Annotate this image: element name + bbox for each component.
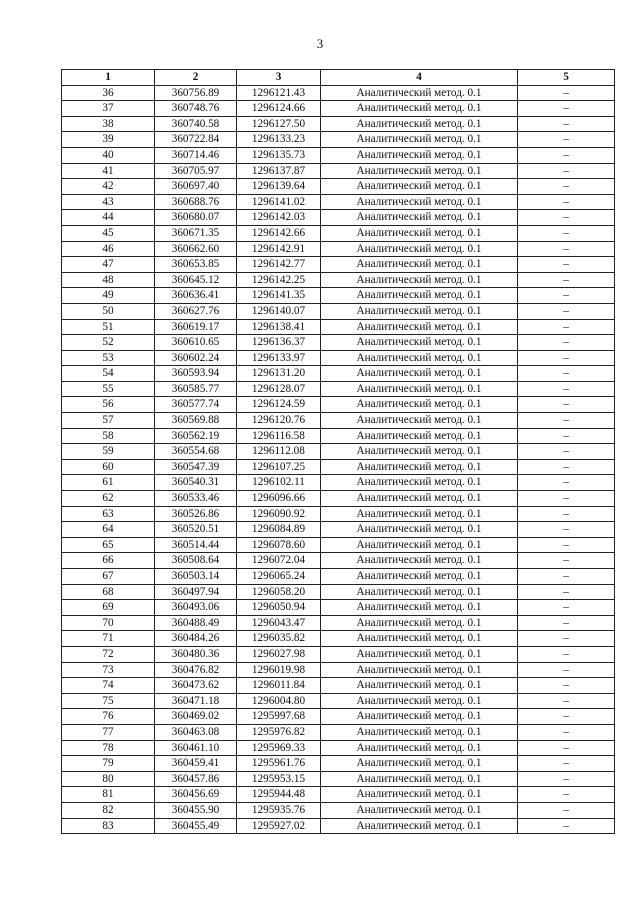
y-coordinate-cell: 1295927.02 [237,818,321,834]
note-cell: – [518,678,615,694]
note-cell: – [518,459,615,475]
point-number-cell: 75 [62,693,155,709]
coordinates-table [61,69,615,834]
column-header-2: 2 [155,70,237,86]
note-cell: – [518,350,615,366]
x-coordinate-cell: 360503.14 [155,569,237,585]
y-coordinate-cell: 1296141.35 [237,288,321,304]
method-cell: Аналитический метод. 0.1 [321,428,518,444]
method-cell: Аналитический метод. 0.1 [321,646,518,662]
y-coordinate-cell: 1295935.76 [237,802,321,818]
method-cell: Аналитический метод. 0.1 [321,163,518,179]
y-coordinate-cell: 1296133.23 [237,132,321,148]
x-coordinate-cell: 360680.07 [155,210,237,226]
method-cell: Аналитический метод. 0.1 [321,241,518,257]
point-number-cell: 66 [62,553,155,569]
x-coordinate-cell: 360554.68 [155,444,237,460]
table-row [62,413,615,429]
y-coordinate-cell: 1296124.66 [237,101,321,117]
header-row [62,70,615,86]
note-cell: – [518,787,615,803]
point-number-cell: 51 [62,319,155,335]
x-coordinate-cell: 360520.51 [155,522,237,538]
note-cell: – [518,444,615,460]
y-coordinate-cell: 1296050.94 [237,600,321,616]
point-number-cell: 79 [62,756,155,772]
table-row [62,241,615,257]
table-row [62,225,615,241]
table-row [62,740,615,756]
table-row [62,132,615,148]
table-row [62,615,615,631]
note-cell: – [518,101,615,117]
table-row [62,335,615,351]
note-cell: – [518,163,615,179]
point-number-cell: 49 [62,288,155,304]
x-coordinate-cell: 360526.86 [155,506,237,522]
point-number-cell: 61 [62,475,155,491]
x-coordinate-cell: 360476.82 [155,662,237,678]
table-row [62,662,615,678]
x-coordinate-cell: 360514.44 [155,537,237,553]
y-coordinate-cell: 1296141.02 [237,194,321,210]
table-row [62,116,615,132]
point-number-cell: 39 [62,132,155,148]
table-row [62,678,615,694]
point-number-cell: 48 [62,272,155,288]
y-coordinate-cell: 1296142.77 [237,257,321,273]
point-number-cell: 71 [62,631,155,647]
note-cell: – [518,491,615,507]
note-cell: – [518,771,615,787]
x-coordinate-cell: 360493.06 [155,600,237,616]
x-coordinate-cell: 360471.18 [155,693,237,709]
column-header-1: 1 [62,70,155,86]
y-coordinate-cell: 1296004.80 [237,693,321,709]
method-cell: Аналитический метод. 0.1 [321,272,518,288]
y-coordinate-cell: 1295961.76 [237,756,321,772]
note-cell: – [518,818,615,834]
method-cell: Аналитический метод. 0.1 [321,678,518,694]
y-coordinate-cell: 1296102.11 [237,475,321,491]
table-row [62,257,615,273]
y-coordinate-cell: 1296112.08 [237,444,321,460]
note-cell: – [518,381,615,397]
y-coordinate-cell: 1296128.07 [237,381,321,397]
column-header-5: 5 [518,70,615,86]
y-coordinate-cell: 1296135.73 [237,147,321,163]
method-cell: Аналитический метод. 0.1 [321,366,518,382]
x-coordinate-cell: 360497.94 [155,584,237,600]
method-cell: Аналитический метод. 0.1 [321,787,518,803]
y-coordinate-cell: 1296019.98 [237,662,321,678]
method-cell: Аналитический метод. 0.1 [321,350,518,366]
note-cell: – [518,709,615,725]
point-number-cell: 45 [62,225,155,241]
point-number-cell: 38 [62,116,155,132]
method-cell: Аналитический метод. 0.1 [321,132,518,148]
note-cell: – [518,615,615,631]
table-row [62,724,615,740]
table-row [62,787,615,803]
point-number-cell: 83 [62,818,155,834]
point-number-cell: 78 [62,740,155,756]
y-coordinate-cell: 1296131.20 [237,366,321,382]
note-cell: – [518,303,615,319]
table-row [62,303,615,319]
x-coordinate-cell: 360569.88 [155,413,237,429]
point-number-cell: 55 [62,381,155,397]
point-number-cell: 58 [62,428,155,444]
note-cell: – [518,522,615,538]
table-body [62,85,615,834]
method-cell: Аналитический метод. 0.1 [321,709,518,725]
x-coordinate-cell: 360627.76 [155,303,237,319]
point-number-cell: 37 [62,101,155,117]
note-cell: – [518,210,615,226]
y-coordinate-cell: 1295944.48 [237,787,321,803]
note-cell: – [518,646,615,662]
method-cell: Аналитический метод. 0.1 [321,506,518,522]
method-cell: Аналитический метод. 0.1 [321,662,518,678]
note-cell: – [518,693,615,709]
table-row [62,475,615,491]
y-coordinate-cell: 1295969.33 [237,740,321,756]
note-cell: – [518,397,615,413]
note-cell: – [518,225,615,241]
point-number-cell: 60 [62,459,155,475]
point-number-cell: 44 [62,210,155,226]
x-coordinate-cell: 360533.46 [155,491,237,507]
y-coordinate-cell: 1296035.82 [237,631,321,647]
method-cell: Аналитический метод. 0.1 [321,756,518,772]
point-number-cell: 74 [62,678,155,694]
y-coordinate-cell: 1296121.43 [237,85,321,101]
point-number-cell: 53 [62,350,155,366]
x-coordinate-cell: 360508.64 [155,553,237,569]
x-coordinate-cell: 360461.10 [155,740,237,756]
method-cell: Аналитический метод. 0.1 [321,537,518,553]
table-row [62,569,615,585]
note-cell: – [518,724,615,740]
method-cell: Аналитический метод. 0.1 [321,444,518,460]
table-row [62,350,615,366]
point-number-cell: 67 [62,569,155,585]
x-coordinate-cell: 360455.49 [155,818,237,834]
x-coordinate-cell: 360636.41 [155,288,237,304]
y-coordinate-cell: 1296133.97 [237,350,321,366]
method-cell: Аналитический метод. 0.1 [321,584,518,600]
note-cell: – [518,272,615,288]
method-cell: Аналитический метод. 0.1 [321,194,518,210]
note-cell: – [518,179,615,195]
x-coordinate-cell: 360473.62 [155,678,237,694]
y-coordinate-cell: 1296140.07 [237,303,321,319]
point-number-cell: 62 [62,491,155,507]
x-coordinate-cell: 360456.69 [155,787,237,803]
y-coordinate-cell: 1296107.25 [237,459,321,475]
method-cell: Аналитический метод. 0.1 [321,381,518,397]
method-cell: Аналитический метод. 0.1 [321,615,518,631]
note-cell: – [518,413,615,429]
table-row [62,756,615,772]
y-coordinate-cell: 1296072.04 [237,553,321,569]
method-cell: Аналитический метод. 0.1 [321,693,518,709]
point-number-cell: 47 [62,257,155,273]
note-cell: – [518,194,615,210]
note-cell: – [518,537,615,553]
y-coordinate-cell: 1295997.68 [237,709,321,725]
note-cell: – [518,569,615,585]
method-cell: Аналитический метод. 0.1 [321,475,518,491]
table-row [62,818,615,834]
x-coordinate-cell: 360748.76 [155,101,237,117]
table-row [62,101,615,117]
x-coordinate-cell: 360602.24 [155,350,237,366]
note-cell: – [518,584,615,600]
note-cell: – [518,85,615,101]
method-cell: Аналитический метод. 0.1 [321,631,518,647]
point-number-cell: 57 [62,413,155,429]
table-row [62,288,615,304]
y-coordinate-cell: 1296138.41 [237,319,321,335]
y-coordinate-cell: 1296078.60 [237,537,321,553]
note-cell: – [518,132,615,148]
table-row [62,802,615,818]
x-coordinate-cell: 360610.65 [155,335,237,351]
y-coordinate-cell: 1296127.50 [237,116,321,132]
y-coordinate-cell: 1295976.82 [237,724,321,740]
note-cell: – [518,366,615,382]
table-row [62,381,615,397]
method-cell: Аналитический метод. 0.1 [321,459,518,475]
method-cell: Аналитический метод. 0.1 [321,335,518,351]
y-coordinate-cell: 1296142.25 [237,272,321,288]
table-row [62,584,615,600]
table-row [62,709,615,725]
y-coordinate-cell: 1296027.98 [237,646,321,662]
x-coordinate-cell: 360459.41 [155,756,237,772]
method-cell: Аналитический метод. 0.1 [321,210,518,226]
note-cell: – [518,116,615,132]
method-cell: Аналитический метод. 0.1 [321,802,518,818]
table-row [62,553,615,569]
method-cell: Аналитический метод. 0.1 [321,319,518,335]
table-row [62,537,615,553]
note-cell: – [518,756,615,772]
y-coordinate-cell: 1296137.87 [237,163,321,179]
table-row [62,179,615,195]
table-row [62,600,615,616]
method-cell: Аналитический метод. 0.1 [321,553,518,569]
method-cell: Аналитический метод. 0.1 [321,303,518,319]
column-header-4: 4 [321,70,518,86]
x-coordinate-cell: 360662.60 [155,241,237,257]
point-number-cell: 72 [62,646,155,662]
point-number-cell: 40 [62,147,155,163]
point-number-cell: 77 [62,724,155,740]
table-row [62,210,615,226]
method-cell: Аналитический метод. 0.1 [321,147,518,163]
note-cell: – [518,319,615,335]
x-coordinate-cell: 360593.94 [155,366,237,382]
y-coordinate-cell: 1296142.03 [237,210,321,226]
y-coordinate-cell: 1296142.91 [237,241,321,257]
x-coordinate-cell: 360577.74 [155,397,237,413]
table-row [62,163,615,179]
note-cell: – [518,506,615,522]
table-row [62,147,615,163]
point-number-cell: 64 [62,522,155,538]
y-coordinate-cell: 1296139.64 [237,179,321,195]
method-cell: Аналитический метод. 0.1 [321,740,518,756]
method-cell: Аналитический метод. 0.1 [321,600,518,616]
x-coordinate-cell: 360653.85 [155,257,237,273]
x-coordinate-cell: 360455.90 [155,802,237,818]
y-coordinate-cell: 1295953.15 [237,771,321,787]
table-row [62,194,615,210]
table-row [62,319,615,335]
point-number-cell: 54 [62,366,155,382]
x-coordinate-cell: 360705.97 [155,163,237,179]
y-coordinate-cell: 1296084.89 [237,522,321,538]
point-number-cell: 80 [62,771,155,787]
y-coordinate-cell: 1296116.58 [237,428,321,444]
y-coordinate-cell: 1296096.66 [237,491,321,507]
table-row [62,397,615,413]
y-coordinate-cell: 1296011.84 [237,678,321,694]
method-cell: Аналитический метод. 0.1 [321,116,518,132]
note-cell: – [518,241,615,257]
method-cell: Аналитический метод. 0.1 [321,179,518,195]
y-coordinate-cell: 1296065.24 [237,569,321,585]
method-cell: Аналитический метод. 0.1 [321,288,518,304]
point-number-cell: 36 [62,85,155,101]
x-coordinate-cell: 360697.40 [155,179,237,195]
x-coordinate-cell: 360488.49 [155,615,237,631]
note-cell: – [518,631,615,647]
method-cell: Аналитический метод. 0.1 [321,522,518,538]
table-row [62,693,615,709]
x-coordinate-cell: 360463.08 [155,724,237,740]
note-cell: – [518,288,615,304]
point-number-cell: 46 [62,241,155,257]
method-cell: Аналитический метод. 0.1 [321,413,518,429]
point-number-cell: 50 [62,303,155,319]
x-coordinate-cell: 360540.31 [155,475,237,491]
table-header [62,70,615,86]
table-row [62,444,615,460]
x-coordinate-cell: 360484.26 [155,631,237,647]
method-cell: Аналитический метод. 0.1 [321,225,518,241]
note-cell: – [518,475,615,491]
point-number-cell: 76 [62,709,155,725]
table-row [62,631,615,647]
note-cell: – [518,662,615,678]
y-coordinate-cell: 1296120.76 [237,413,321,429]
method-cell: Аналитический метод. 0.1 [321,771,518,787]
page-number: 3 [316,36,324,51]
point-number-cell: 52 [62,335,155,351]
point-number-cell: 41 [62,163,155,179]
method-cell: Аналитический метод. 0.1 [321,724,518,740]
y-coordinate-cell: 1296058.20 [237,584,321,600]
y-coordinate-cell: 1296124.59 [237,397,321,413]
x-coordinate-cell: 360722.84 [155,132,237,148]
point-number-cell: 81 [62,787,155,803]
point-number-cell: 43 [62,194,155,210]
table-row [62,646,615,662]
point-number-cell: 73 [62,662,155,678]
x-coordinate-cell: 360645.12 [155,272,237,288]
method-cell: Аналитический метод. 0.1 [321,491,518,507]
point-number-cell: 42 [62,179,155,195]
y-coordinate-cell: 1296043.47 [237,615,321,631]
point-number-cell: 59 [62,444,155,460]
table-row [62,522,615,538]
method-cell: Аналитический метод. 0.1 [321,257,518,273]
table-row [62,506,615,522]
note-cell: – [518,335,615,351]
x-coordinate-cell: 360585.77 [155,381,237,397]
x-coordinate-cell: 360469.02 [155,709,237,725]
note-cell: – [518,428,615,444]
point-number-cell: 69 [62,600,155,616]
table-row [62,85,615,101]
table-row [62,459,615,475]
x-coordinate-cell: 360562.19 [155,428,237,444]
method-cell: Аналитический метод. 0.1 [321,85,518,101]
note-cell: – [518,257,615,273]
x-coordinate-cell: 360740.58 [155,116,237,132]
table-row [62,428,615,444]
table-row [62,366,615,382]
x-coordinate-cell: 360671.35 [155,225,237,241]
point-number-cell: 82 [62,802,155,818]
x-coordinate-cell: 360457.86 [155,771,237,787]
y-coordinate-cell: 1296136.37 [237,335,321,351]
x-coordinate-cell: 360480.36 [155,646,237,662]
table-row [62,771,615,787]
x-coordinate-cell: 360714.46 [155,147,237,163]
column-header-3: 3 [237,70,321,86]
x-coordinate-cell: 360756.89 [155,85,237,101]
table-row [62,491,615,507]
method-cell: Аналитический метод. 0.1 [321,569,518,585]
table-row [62,272,615,288]
note-cell: – [518,802,615,818]
method-cell: Аналитический метод. 0.1 [321,101,518,117]
method-cell: Аналитический метод. 0.1 [321,818,518,834]
x-coordinate-cell: 360619.17 [155,319,237,335]
note-cell: – [518,600,615,616]
point-number-cell: 70 [62,615,155,631]
method-cell: Аналитический метод. 0.1 [321,397,518,413]
x-coordinate-cell: 360547.39 [155,459,237,475]
point-number-cell: 56 [62,397,155,413]
point-number-cell: 63 [62,506,155,522]
y-coordinate-cell: 1296142.66 [237,225,321,241]
point-number-cell: 65 [62,537,155,553]
point-number-cell: 68 [62,584,155,600]
note-cell: – [518,147,615,163]
note-cell: – [518,553,615,569]
note-cell: – [518,740,615,756]
y-coordinate-cell: 1296090.92 [237,506,321,522]
x-coordinate-cell: 360688.76 [155,194,237,210]
